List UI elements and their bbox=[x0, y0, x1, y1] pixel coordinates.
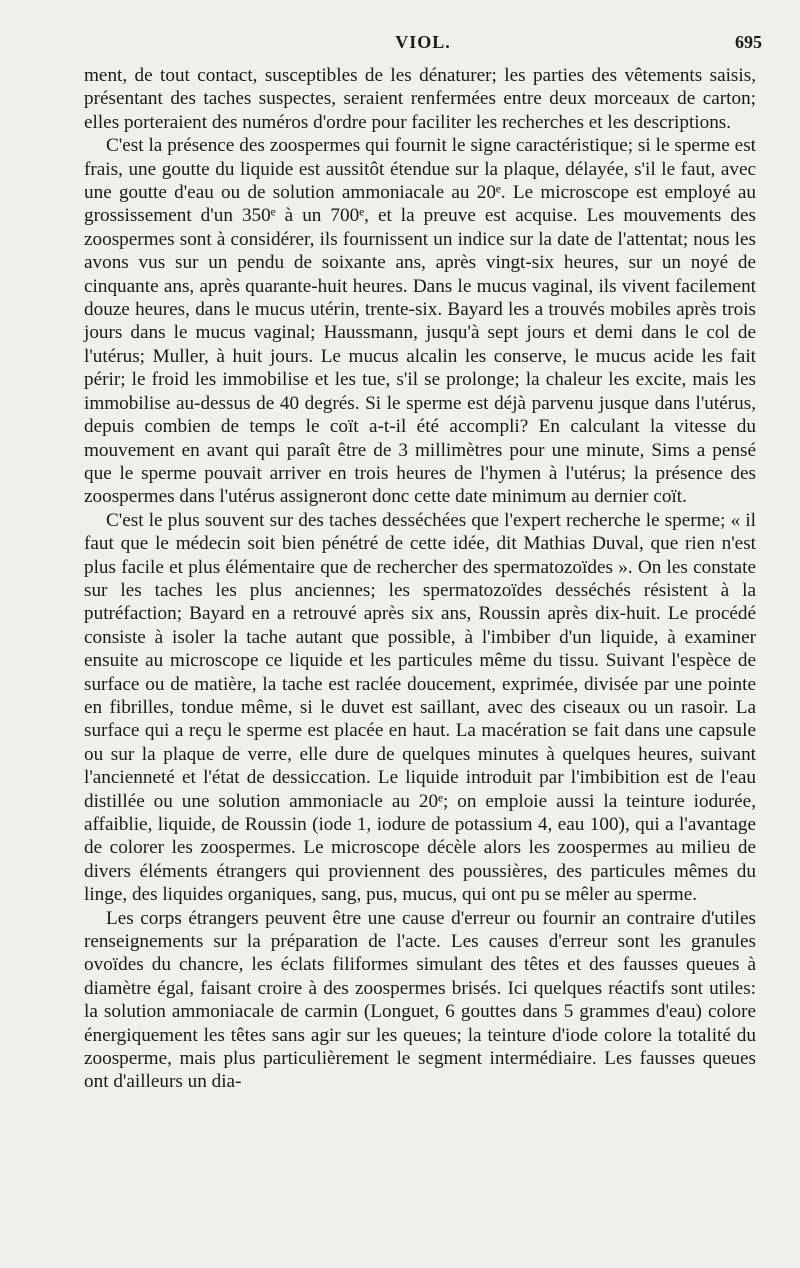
page-number: 695 bbox=[735, 32, 762, 52]
paragraph-corps-etrangers: Les corps étrangers peuvent être une cause d'erreur ou fournir an contraire d'utiles renseignements sur la préparation de l'acte. Les causes d'erreur sont les granules ovoïdes du chancre, les éclats filiformes simulant des têtes et des fausses queues à diamètre égal, faisant croire à des zoospermes brisés. Ici quelques réactifs sont utiles: la solution ammoniacale de carmin (Longuet, 6 gouttes dans 5 grammes d'eau) colore énergiquement les têtes sans agir sur les queues; la teinture d'iode colore la totalité du zoosperme, mais plus particulièrement le segment intermédiaire. Les fausses queues ont d'ailleurs un dia- bbox=[84, 907, 756, 1093]
running-title: VIOL. bbox=[395, 32, 451, 52]
paragraph-zoospermes-signe: C'est la présence des zoospermes qui fournit le signe caractéristique; si le sperme est frais, une goutte du liquide est aussitôt étendue sur la plaque, délayée, s'il le faut, avec une goutte d'eau ou de solution ammoniacale au 20ᵉ. Le microscope est employé au grossissement d'un 350ᵉ à un 700ᵉ, et la preuve est acquise. Les mouvements des zoospermes sont à considérer, ils fournissent un indice sur la date de l'attentat; nous les avons vus sur un pendu de soixante ans, après vingt-six heures, sur un noyé de cinquante ans, après quarante-huit heures. Dans le mucus vaginal, ils vivent facilement douze heures, dans le mucus utérin, trente-six. Bayard les a trouvés mobiles après trois jours dans le mucus vaginal; Haussmann, jusqu'à sept jours et demi dans le col de l'utérus; Muller, à huit jours. Le mucus alcalin les conserve, le mucus acide les fait périr; le froid les immobilise et les tue, s'il se prolonge; la chaleur les excite, mais les immobilise au-dessus de 40 degrés. Si le sperme est déjà parvenu jusque dans l'utérus, depuis combien de temps le coït a-t-il été accompli? En calculant la vitesse du mouvement en avant qui paraît être de 3 millimètres pour une minute, Sims a pensé que le sperme pouvait arriver en trois heures de l'hymen à l'utérus; la présence des zoospermes dans l'utérus assigneront donc cette date minimum au dernier coït. bbox=[84, 135, 756, 508]
paragraph-continuation: ment, de tout contact, susceptibles de les dénaturer; les parties des vêtements saisis, présentant des taches suspectes, seraient renfermées entre deux morceaux de carton; elles porteraient des numéros d'ordre pour faciliter les recherches et les descriptions. bbox=[84, 65, 756, 133]
page-header bbox=[84, 32, 762, 58]
paragraph-taches-dessechees: C'est le plus souvent sur des taches desséchées que l'expert recherche le sperme; « il faut que le médecin soit bien pénétré de cette idée, dit Mathias Duval, que rien n'est plus facile et plus élémentaire que de rechercher des spermatozoïdes ». On les constate sur les taches les plus anciennes; les spermatozoïdes desséchés résistent à la putréfaction; Bayard en a retrouvé après six ans, Roussin après dix-huit. Le procédé consiste à isoler la tache autant que possible, à l'imbiber d'un liquide, à examiner ensuite au microscope ce liquide et les particules même du tissu. Suivant l'espèce de surface ou de matière, la tache est raclée doucement, exprimée, divisée par une pointe en fibrilles, tondue même, si le duvet est saillant, avec des ciseaux ou un rasoir. La surface qui a reçu le sperme est placée en haut. La macération se fait dans une capsule ou sur la plaque de verre, elle dure de quelques minutes à quelques heures, suivant l'ancienneté et l'état de dessiccation. Le liquide introduit par l'imbibition est de l'eau distillée ou une solution ammoniacle au 20ᵉ; on emploie aussi la teinture iodurée, affaiblie, liquide, de Roussin (iode 1, iodure de potassium 4, eau 100), qui a l'avantage de colorer les zoospermes. Le microscope décèle alors les zoospermes au milieu de divers éléments étrangers qui proviennent des poussières, des particules mêmes du linge, des liquides organiques, sang, pus, mucus, qui ont pu se mêler au sperme. bbox=[84, 509, 756, 906]
body-text bbox=[84, 64, 756, 1094]
